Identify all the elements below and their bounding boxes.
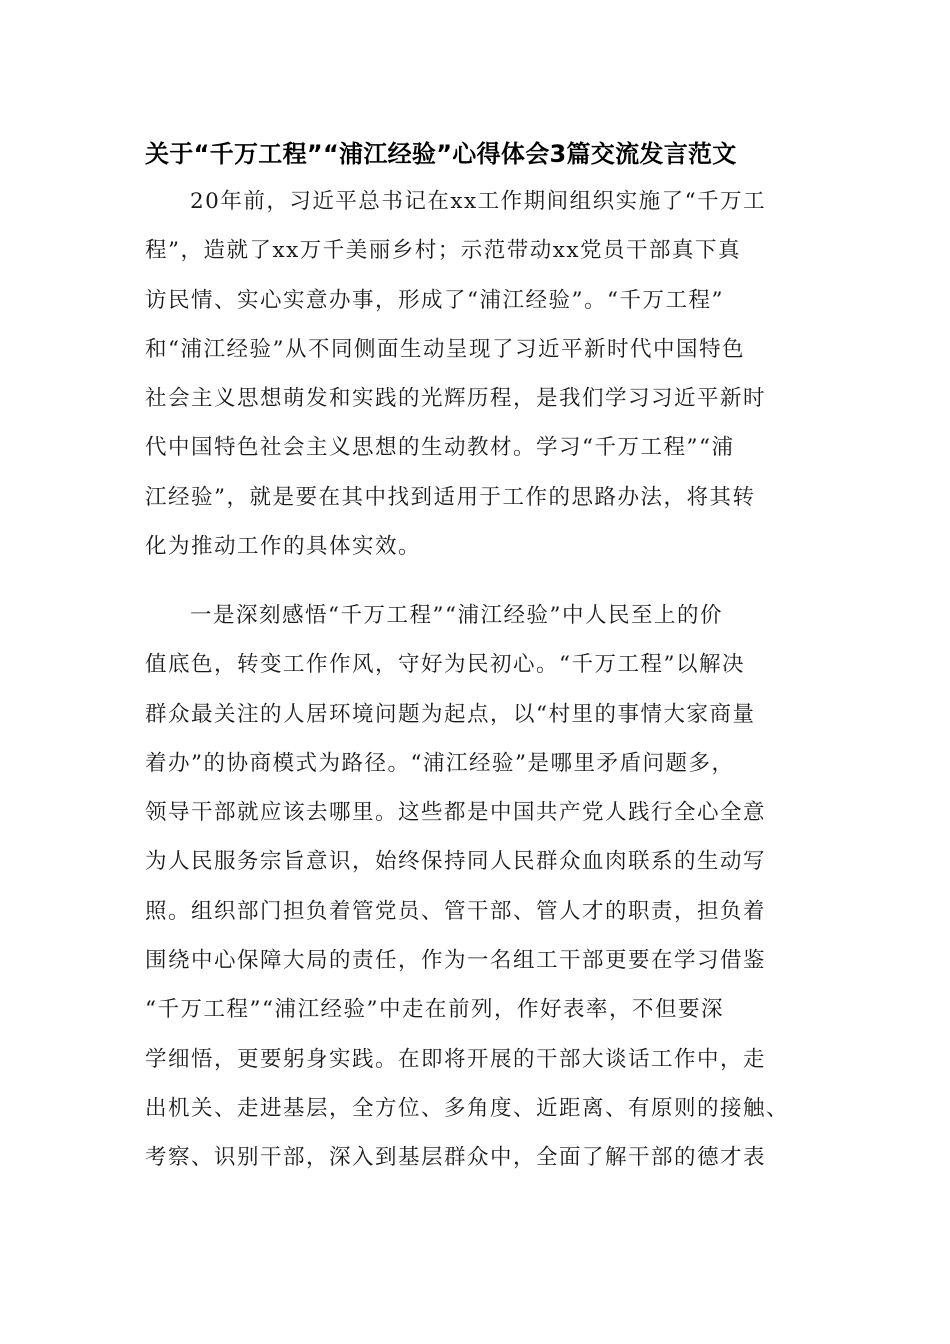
paragraph-line: 访民情、实心实意办事，形成了“浦江经验”。“千万工程” <box>145 287 724 313</box>
paragraph-line: 为人民服务宗旨意识，始终保持同人民群众血肉联系的生动写 <box>145 849 767 875</box>
paragraph-line: 20年前，习近平总书记在xx工作期间组织实施了“千万工 <box>190 189 767 214</box>
paragraph-line: 出机关、走进基层，全方位、多角度、近距离、有原则的接触、 <box>145 1095 790 1121</box>
paragraph-line: 和“浦江经验”从不同侧面生动呈现了习近平新时代中国特色 <box>145 336 745 362</box>
paragraph-line: 社会主义思想萌发和实践的光辉历程，是我们学习习近平新时 <box>145 386 767 412</box>
paragraph-line: 群众最关注的人居环境问题为起点，以“村里的事情大家商量 <box>145 701 756 727</box>
paragraph-intro <box>145 177 805 571</box>
paragraph-line: “千万工程”“浦江经验”中走在前列，作好表率，不但要深 <box>145 997 724 1023</box>
paragraph-line: 化为推动工作的具体实效。 <box>145 534 422 560</box>
document-title: 关于“千万工程”“浦江经验”心得体会3篇交流发言范文 <box>145 140 737 168</box>
paragraph-line: 考察、识别干部，深入到基层群众中，全面了解干部的德才表 <box>145 1145 767 1171</box>
paragraph-line: 领导干部就应该去哪里。这些都是中国共产党人践行全心全意 <box>145 800 767 826</box>
paragraph-line: 江经验”，就是要在其中找到适用于工作的思路办法，将其转 <box>145 484 756 510</box>
paragraph-line: 代中国特色社会主义思想的生动教材。学习“千万工程”“浦 <box>145 435 735 461</box>
paragraph-line: 一是深刻感悟“千万工程”“浦江经验”中人民至上的价 <box>190 603 723 628</box>
paragraph-line: 照。组织部门担负着管党员、管干部、管人才的职责，担负着 <box>145 898 767 924</box>
paragraph-line: 值底色，转变工作作风，守好为民初心。“千万工程”以解决 <box>145 652 745 678</box>
paragraph-line: 围绕中心保障大局的责任，作为一名组工干部更要在学习借鉴 <box>145 948 767 974</box>
paragraph-point-one <box>145 591 805 1183</box>
paragraph-line: 程”，造就了xx万千美丽乡村；示范带动xx党员干部真下真 <box>145 238 741 264</box>
paragraph-line: 学细悟，更要躬身实践。在即将开展的干部大谈话工作中，走 <box>145 1046 767 1072</box>
paragraph-line: 着办”的协商模式为路径。“浦江经验”是哪里矛盾问题多， <box>145 750 735 776</box>
